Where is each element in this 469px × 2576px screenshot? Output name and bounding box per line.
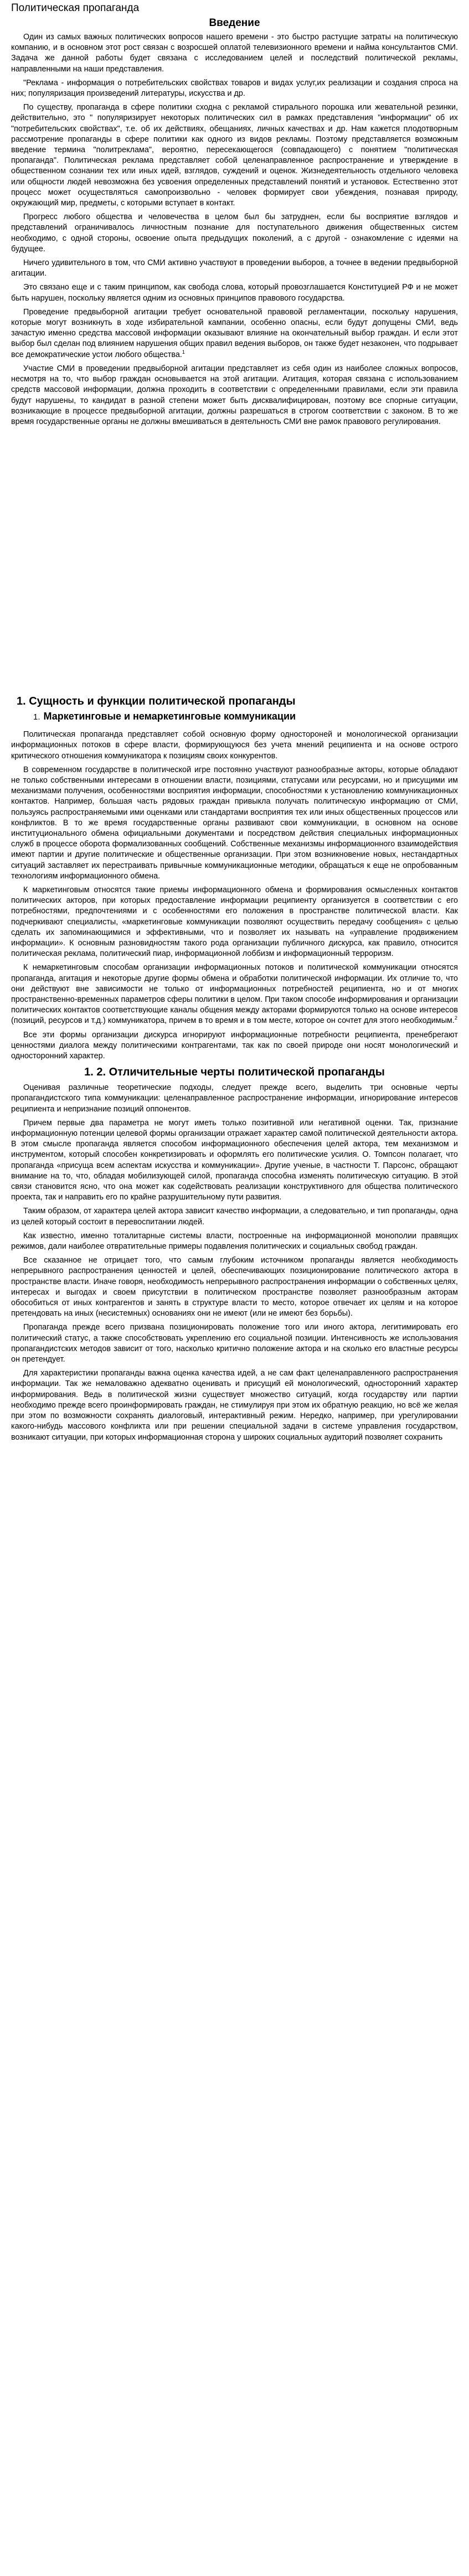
footnote-mark: 2	[454, 1015, 457, 1021]
body-paragraph: Таким образом, от характера целей актора зависит качество информации, а следовательно, и тип пропаганды, одна из целей который состоит в перевоспитании людей.	[11, 1207, 458, 1227]
section-number: 1.	[33, 712, 40, 722]
body-paragraph: Политическая пропаганда представляет собой основную форму одностороней и монологической организации информационных потоков в сфере власти, формирующуюся без учета мнений реципиента и на основе острого критического отношения коммуникатора к позициям своих конкурентов.	[11, 730, 458, 761]
section-heading-2: 1. 2. Отличительные черты политической пропаганды	[84, 1066, 385, 1079]
body-paragraph: Для характеристики пропаганды важна оценка качества идей, а не сам факт целенаправленного распространения информации. Так же немаловажно адекватно оценивать и присущий ей монологический, односторонний характер информирования. Ведь в политической жизни существует множество ситуаций, когда государству или партии необходимо прежде всего проинформировать граждан, не стимулируя при этом их обратную реакцию, но всё же желая при этом по возможности сохранять диалоговый, интерактивный режим. Нередко, например, при урегулировании какого-нибудь массового конфликта или при решении специальной задачи в системе управления государством, возникают ситуации, при которых информационная сторона у широких социальных аудиторий позволяет сохранить	[11, 1369, 458, 1442]
body-paragraph: Все эти формы организации дискурса игнорируют информационные потребности реципиента, пренебрегают ценностями диалога между политическими контрагентами, так как по своей природе они носят монологический и односторонний характер.	[11, 1030, 458, 1061]
site-title: Политическая пропаганда	[11, 2, 140, 14]
intro-paragraph-text: Проведение предвыборной агитации требует основательной правовой регламентации, поскольку нарушения, которые могут возникнуть в ходе избирательной кампании, особенно опасны, если будут допущены СМИ, ведь зачастую именно средства массовой информации оказывают влияние на окончательный выбор граждан. И если этот выбор был сделан под влиянием нарушения общих правил ведения выборов, он также будет незаконен, что подрывает все демократические устои любого общества.	[11, 307, 458, 359]
body-paragraph: Пропаганда прежде всего призвана позиционировать положение того или иного актора, легитимировать его политический статус, а также способствовать укреплению его социальной позиции. Интенсивность же использования пропагандистских методов зависит от того, насколько критично положение актора и на сколько его властные ресурсы он претендует.	[11, 1323, 458, 1364]
chapter-title: 1. Сущность и функции политической пропаганды	[17, 695, 296, 708]
intro-paragraph: По существу, пропаганда в сфере политики сходна с рекламой стирального порошка или жевательной резинки, действительно, это " популяризирует некоторых политических сил в рамках представления "информации" об их "потребительских свойствах", т.е. об их действиях, обещаниях, личных качествах и др. Нам кажется плодотворным рассмотрение пропаганды в сфере политики как одного из видов рекламы. Поэтому представляется возможным введение термина "политреклама", вероятно, пересекающегося (совпадающего) с понятием "политическая пропаганда". Политическая реклама представляет собой целенаправленное распространение и утверждение в общественном сознании тех или иных идей, взглядов, суждений и оценок. Жизнедеятельность отдельного человека или общности людей невозможна без усвоения определенных представлений понятий и установок. Естественно этот процесс может осуществляться самопроизвольно - человек формирует свои убеждения, познавая природу, окружающий мир, предметы, с которыми вступает в контакт.	[11, 103, 458, 208]
intro-paragraph: Прогресс любого общества и человечества в целом был бы затруднен, если бы восприятие взглядов и представлений ограничивалось личностным познание для поступательного движения общественных систем необходимо, с одной стороны, освоение опыта предыдущих поколений, а с другой - ознакомление с идеями на будущее.	[11, 213, 458, 254]
blank-space	[11, 431, 458, 691]
body-paragraph: В современном государстве в политической игре постоянно участвуют разнообразные акторы, которые обладают не только собственными интересами в отношении власти, позициями, статусами или ресурсами, но и присущими им механизмами получения, особенностями восприятия информации, способностями к установлению коммуникационных контактов. Например, большая часть рядовых граждан привыкла получать политическую информацию от СМИ, пользуясь распространяемыми ими оценками или стандартами восприятия тех или иных общественных процессов или конфликтов. В то же время государственные органы развивают свои коммуникации, в основном на основе институционального обмена официальными документами и посредством действия специальных информационных служб в процессе оборота формализованных сообщений. Собственные механизмы информационного взаимодействия имеют партии и другие политические и общественные организации. При этом возникновение новых, нестандартных ситуаций заставляет их перестраивать привычные коммуникационные методики, обращаться к еще не опробованным технологиям информационного обмена.	[11, 765, 458, 881]
intro-paragraph	[11, 307, 458, 360]
chapter-heading	[17, 694, 458, 708]
section-title: Маркетинговые и немаркетинговые коммуникации	[43, 711, 296, 722]
intro-paragraph: "Реклама - информация о потребительских свойствах товаров и видах услуг,их реализации и создания спроса на них; популяризация произведений литературы, искусства и др.	[11, 78, 458, 99]
footnote-mark: 1	[182, 349, 185, 355]
document-page	[0, 2, 469, 1443]
body-paragraph: Как известно, именно тоталитарные системы власти, построенные на информационной монополии правящих режимов, дали наиболее отвратительные примеры подавления политических и социальных свобод граждан.	[11, 1231, 458, 1251]
intro-paragraph: Ничего удивительного в том, что СМИ активно участвуют в проведении выборов, а точнее в ведении предвыборной агитации.	[11, 258, 458, 278]
intro-paragraph: Это связано еще и с таким принципом, как свобода слова, который провозглашается Конституцией РФ и не может быть нарушен, поскольку является одним из основных принципов правового государства.	[11, 283, 458, 303]
intro-heading: Введение	[209, 17, 260, 29]
body-paragraph: К маркетинговым относятся такие приемы информационного обмена и формирования осмысленных контактов политических акторов, при которых предоставление информации реципиенту организуется в соответствии с его потребностями, предпочтениями и с особенностями его положения в пространстве политической власти. Как подчеркивают специалисты, «маркетинговые коммуникации позволяют осуществить передачу сообщения» с целью сделать их запоминающимися и эффективными, что и позволяет их называть на «управление продвижением информации». К основным разновидностям такого рода организации публичного дискурса, как правило, относится политическая реклама, политический пиар, информационной лоббизм и информационный терроризм.	[11, 885, 458, 959]
body-paragraph: Причем первые два параметра не могут иметь только позитивной или негативной оценки. Так, признание информационную потенции целевой формы организации отражает характер самой политической деятельности актора. В этом смысле пропаганда является способом информационного обеспечения целей актора, тем механизмом и инструментом, который способен конкретизировать и оформлять его политические усилия. О. Томпсон полагает, что пропаганда «присуща всем аспектам искусства и коммуникации». Другие ученые, в частности Т. Парсонс, обращают внимание на то, что, обладая мобилизующей силой, пропаганда способна изменять политическую ситуацию. В этой связи становится ясно, что она может как содействовать реализации конструктивного для общества политического проекта, так и направить его по крайне разрушительному пути развития.	[11, 1118, 458, 1202]
body-paragraph-text: К немаркетинговым способам организации информационных потоков и политической коммуникации относятся пропаганда, агитация и некоторые другие формы обмена и обработки политической информации. Их отличие то, что они действуют вне зависимости не только от информационных потребностей реципиента, но и от многих пространственно-временных параметров сферы политики в целом. При таком способе информирования и организации политических контактов соответствующие каналы общения между акторами формируются только на основе интересов (позиций, ресурсов и т.д.) коммуникатора, причем в то время и в том месте, которое он сочтет для этого необходимым.	[11, 963, 458, 1026]
body-paragraph: Оценивая различные теоретические подходы, следует прежде всего, выделить три основные черты пропагандистского типа коммуникации: целенаправленное распространение информации, игнорирование интересов реципиента и непризнание позиций оппонентов.	[11, 1083, 458, 1114]
intro-paragraph: Один из самых важных политических вопросов нашего времени - это быстро растущие затраты на политическую компанию, и в основном этот рост связан с возросшей оплатой телевизионного времени и найма консультантов СМИ. Задача же данной работы будет связана с исследованием целей и последствий политической рекламы, направленными на наши представления.	[11, 33, 458, 74]
body-paragraph	[11, 963, 458, 1026]
section-heading	[33, 710, 458, 724]
body-paragraph: Все сказанное не отрицает того, что самым глубоким источником пропаганды является необходимость непрерывного распространения ценностей и целей, обеспечивающих позиционирование политического актора в пространстве власти. Иначе говоря, необходимость непрерывного распространения информации о собственных целях, интересах и выгодах и своем присутствии в политическом пространстве позволяет разнообразным акторам обособиться от иных контрагентов и занять в структуре власти то место, которое отвечает их целям и на которое претендовать на иных (несистемных) основаниях они не имеют (или не имеют без борьбы).	[11, 1256, 458, 1318]
intro-paragraph: Участие СМИ в проведении предвыборной агитации представляет из себя один из наиболее сложных вопросов, несмотря на то, что выбор граждан основывается на этой агитации. Агитация, которая связана с использованием средств массовой информации, должна проходить в соответствии с определенными правилами, если эти правила будут нарушены, то кандидат в разной степени может быть дисквалифицирован, поэтому все спорные ситуации, возникающие в процессе предвыборной агитации, должны разрешаться в строгом соответствии с законом. В то же время государственные органы не должны вмешиваться в деятельность СМИ вне рамок правового регулирования.	[11, 364, 458, 426]
